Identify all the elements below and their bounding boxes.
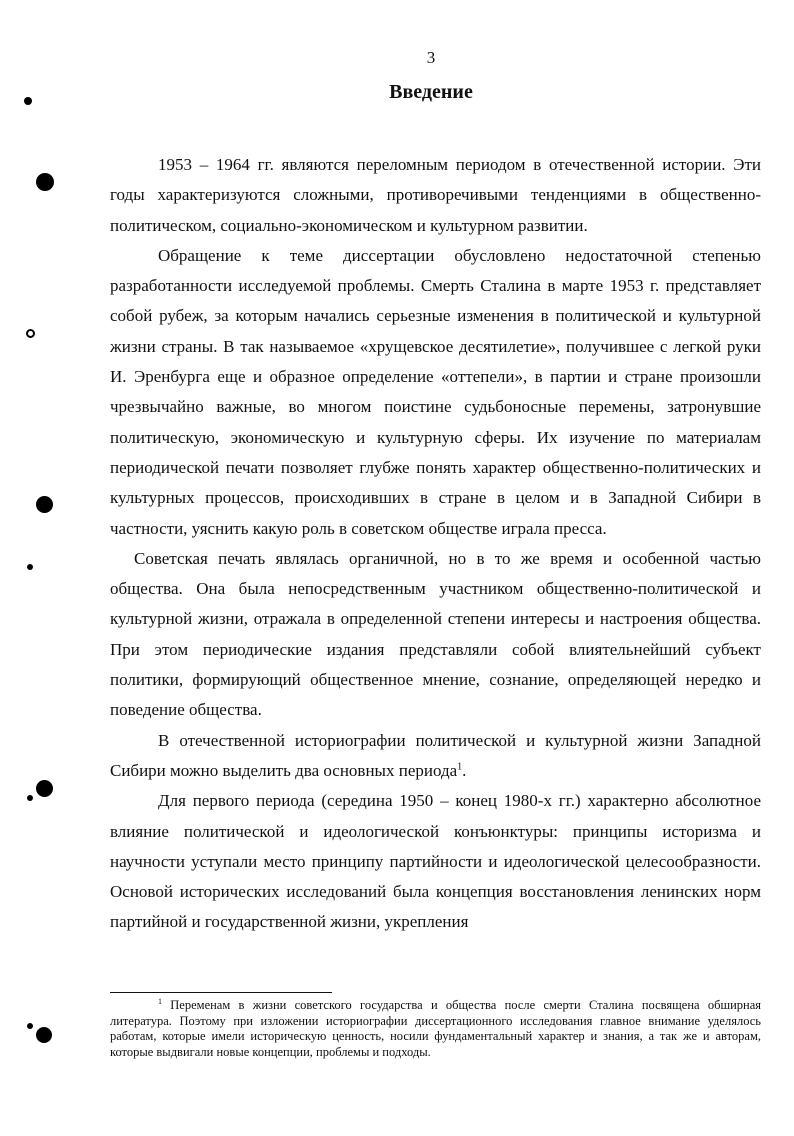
punch-hole-mark bbox=[27, 795, 33, 801]
section-heading: Введение bbox=[389, 81, 473, 103]
paragraph-1: 1953 – 1964 гг. являются переломным периодом в отечественной истории. Эти годы характеризуются сложными, противоречивыми тенденциями в общественно-политическом, социально-экономическом и культурном развитии. bbox=[110, 155, 761, 235]
paragraph-2: Обращение к теме диссертации обусловлено недостаточной степенью разработанности исследуемой проблемы. Смерть Сталина в марте 1953 г. представляет собой рубеж, за которым начались серьезные изменения в политической и культурной жизни страны. В так называемое «хрущевское десятилетие», получившее с легкой руки И. Эренбурга еще и образное определение «оттепели», в партии и стране произошли чрезвычайно важные, во многом поистине судьбоносные перемены, затронувшие политическую, экономическую и культурную сферы. Их изучение по материалам периодической печати позволяет глубже понять характер общественно-политических и культурных процессов, происходивших в стране в целом и в Западной Сибири в частности, уяснить какую роль в советском обществе играла пресса. bbox=[110, 245, 761, 538]
punch-hole-mark bbox=[36, 496, 53, 513]
body-text bbox=[110, 150, 761, 938]
footnote bbox=[110, 998, 761, 1060]
punch-hole-mark bbox=[36, 173, 54, 191]
footnote-text: Переменам в жизни советского государства и общества после смерти Сталина посвящена обширная литература. Поэтому при изложении историографии диссертационного исследования главное внимание уделялось работам, которые имели историческую ценность, носили фундаментальный характер и знания, а так же и авторам, которые выдвигали новые концепции, проблемы и подходы. bbox=[110, 998, 762, 1059]
punch-hole-mark bbox=[24, 97, 32, 105]
paragraph-4-end: . bbox=[462, 760, 467, 780]
footnote-separator bbox=[110, 992, 332, 993]
page-number: 3 bbox=[426, 48, 436, 67]
punch-hole-mark bbox=[26, 329, 35, 338]
paragraph-3: Советская печать являлась органичной, но в то же время и особенной частью общества. Она была непосредственным участником общественно-политической и культурной жизни, отражала в определенной степени интересы и настроения общества. При этом периодические издания представляли собой влиятельнейший субъект политики, формирующий общественное мнение, сознание, определяющей нередко и поведение общества. bbox=[110, 548, 761, 720]
footnote-reference[interactable]: 1 bbox=[457, 761, 463, 773]
paragraph-4-text: В отечественной историографии политической и культурной жизни Западной Сибири можно выделить два основных периода bbox=[110, 730, 761, 780]
paragraph-5: Для первого периода (середина 1950 – конец 1980-х гг.) характерно абсолютное влияние политической и идеологической конъюнктуры: принципы историзма и научности уступали место принципу партийности и идеологической целесообразности. Основой исторических исследований была концепция восстановления ленинских норм партийной и государственной жизни, укрепления bbox=[110, 791, 761, 932]
paragraph-4 bbox=[110, 726, 761, 787]
punch-hole-mark bbox=[36, 780, 53, 797]
punch-hole-mark bbox=[27, 1023, 33, 1029]
punch-hole-mark bbox=[27, 564, 33, 570]
punch-hole-mark bbox=[36, 1027, 52, 1043]
footnote-marker: 1 bbox=[158, 996, 162, 1006]
